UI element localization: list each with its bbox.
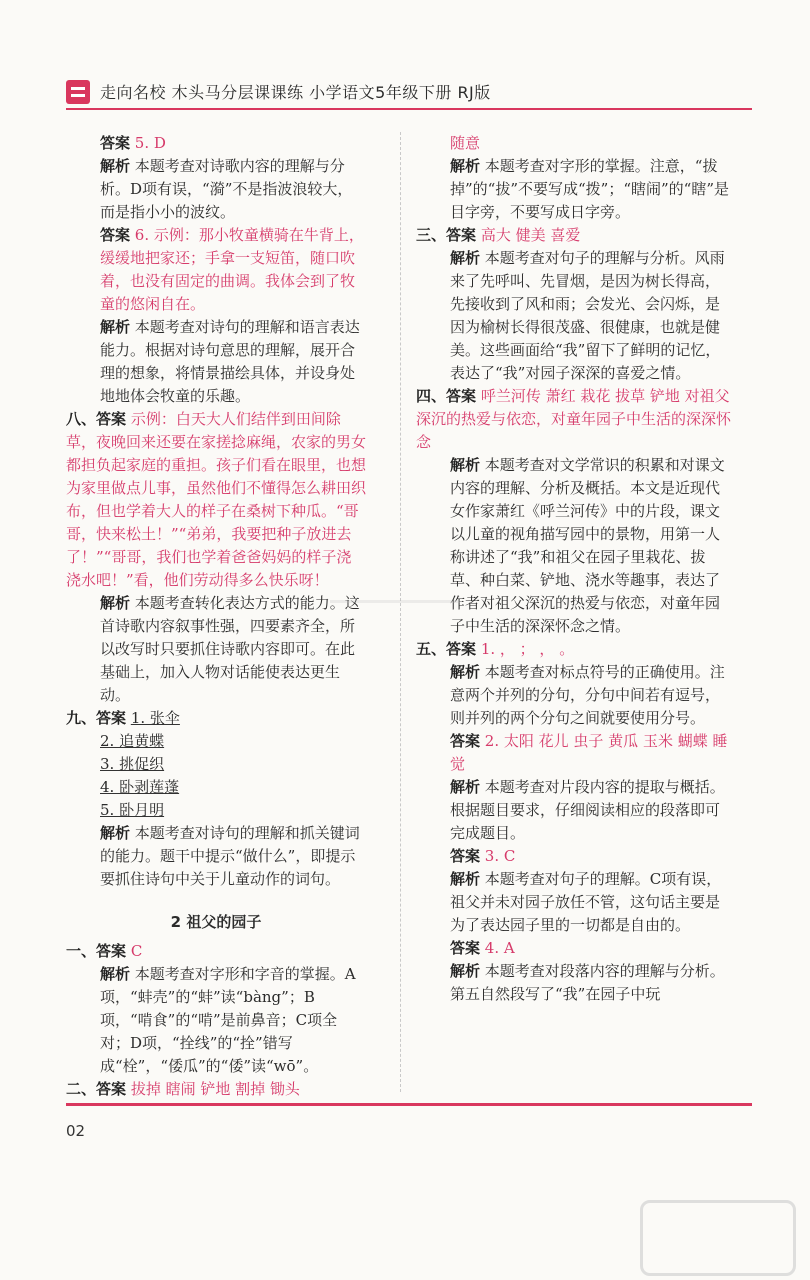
header-title: 走向名校 木头马分层课课练 小学语文5年级下册 RJ版 (100, 83, 491, 102)
answer-s5-3: 答案 3. C (450, 847, 516, 865)
explain-s5-2: 解析 本题考查对片段内容的提取与概括。根据题目要求，仔细阅读相应的段落即可完成题目。 (450, 778, 725, 842)
explain-s5-3: 解析 本题考查对句子的理解。C项有误，祖父并未对园子放任不管，这句话主要是为了表达园子里的一切都是自由的。 (450, 870, 722, 934)
answer-9-item: 4. 卧剥莲蓬 (100, 778, 180, 796)
column-divider (400, 132, 401, 1092)
answer-s5: 五、答案 1. ， ； ， 。 (416, 640, 575, 658)
explain-s3: 解析 本题考查对句子的理解与分析。风雨来了先呼叫、先冒烟，是因为树长得高，先接收到了风和雨；会发光、会闪烁，是因为榆树长得很茂盛、很健康，也就是健美。这些画面给“我”留下了鲜明的记忆，表达了“我”对园子深深的喜爱之情。 (450, 249, 725, 382)
explain-7-6: 解析 本题考查对诗句的理解和语言表达能力。根据对诗句意思的理解，展开合理的想象，将情景描绘具体，并设身处地地体会牧童的乐趣。 (100, 318, 360, 405)
answer-9-item: 3. 挑促织 (100, 755, 165, 773)
explain-s1: 解析 本题考查对字形和字音的掌握。A项，“蚌壳”的“蚌”读“bàng”；B项，“啃食”的“啃”是前鼻音；C项全对；D项，“拴线”的“拴”错写成“栓”，“倭瓜”的“倭”读“wō”。 (100, 965, 356, 1075)
explain-9: 解析 本题考查对诗句的理解和抓关键词的能力。题干中提示“做什么”，即提示要抓住诗句中关于儿童动作的词句。 (100, 824, 360, 888)
answer-s5-4: 答案 4. A (450, 939, 515, 957)
answer-9-item: 5. 卧月明 (100, 801, 165, 819)
header-rule (66, 108, 752, 110)
page-number: 02 (66, 1122, 86, 1140)
watermark-logo-icon (640, 1200, 796, 1276)
explain-8: 解析 本题考查转化表达方式的能力。这首诗歌内容叙事性强，四要素齐全，所以改写时只要抓住诗歌内容即可。在此基础上，加入人物对话能使表达更生动。 (100, 594, 360, 704)
explain-s5: 解析 本题考查对标点符号的正确使用。注意两个并列的分句，分句中间若有逗号，则并列的两个分句之间就要使用分号。 (450, 663, 725, 727)
answer-s2: 二、答案 拔掉 瞎闹 铲地 割掉 锄头 (66, 1080, 300, 1098)
answer-9-item: 2. 追黄蝶 (100, 732, 165, 750)
answer-8: 八、答案 示例：白天大人们结伴到田间除草，夜晚回来还要在家搓捻麻绳，农家的男女都担负起家庭的重担。孩子们看在眼里，也想为家里做点儿事，虽然他们不懂得怎么耕田织布，但也学着大人的样子在桑树下种瓜。“哥哥，快来松土！”“弟弟，我要把种子放进去了！”“哥哥，我们也学着爸爸妈妈的样子浇浇水吧！”看，他们劳动得多么快乐呀！ (66, 410, 367, 589)
answer-7-5: 答案 5. D (100, 134, 166, 152)
footer-rule (66, 1103, 752, 1106)
left-column (66, 132, 366, 1101)
section-title: 2 祖父的园子 (170, 913, 262, 931)
answer-s5-2: 答案 2. 太阳 花儿 虫子 黄瓜 玉米 蝴蝶 睡觉 (450, 732, 728, 773)
explain-7-5: 解析 本题考查对诗歌内容的理解与分析。D项有误，“漪”不是指波浪较大，而是指小小的波纹。 (100, 157, 353, 221)
explain-s4: 解析 本题考查对文学常识的积累和对课文内容的理解、分析及概括。本文是近现代女作家萧红《呼兰河传》中的片段，课文以儿童的视角描写园中的景物，用第一人称讲述了“我”和祖父在园子里栽花、拔草、种白菜、铲地、浇水等趣事，表达了作者对祖父深沉的热爱与依恋，对童年园子中生活的深深怀念之情。 (450, 456, 725, 635)
answer-s1: 一、答案 C (66, 942, 143, 960)
watermark-mark (330, 560, 460, 603)
brand-logo-icon (66, 80, 90, 104)
page-header (0, 0, 810, 112)
answer-s3: 三、答案 高大 健美 喜爱 (416, 226, 581, 244)
right-column (416, 132, 734, 1006)
answer-s4: 四、答案 呼兰河传 萧红 栽花 拔草 铲地 对祖父深沉的热爱与依恋，对童年园子中生活的深深怀念 (416, 387, 732, 451)
explain-s5-4: 解析 本题考查对段落内容的理解与分析。第五自然段写了“我”在园子中玩 (450, 962, 725, 1003)
answer-s2-cont: 随意 (450, 134, 481, 152)
answer-7-6: 答案 6. 示例：那小牧童横骑在牛背上，缓缓地把家还；手拿一支短笛，随口吹着，也没有固定的曲调。我体会到了牧童的悠闲自在。 (100, 226, 364, 313)
answer-9: 九、答案 1. 张伞 (66, 709, 180, 727)
explain-s2: 解析 本题考查对字形的掌握。注意，“拔掉”的“拔”不要写成“拨”；“瞎闹”的“瞎”是目字旁，不要写成日字旁。 (450, 157, 730, 221)
